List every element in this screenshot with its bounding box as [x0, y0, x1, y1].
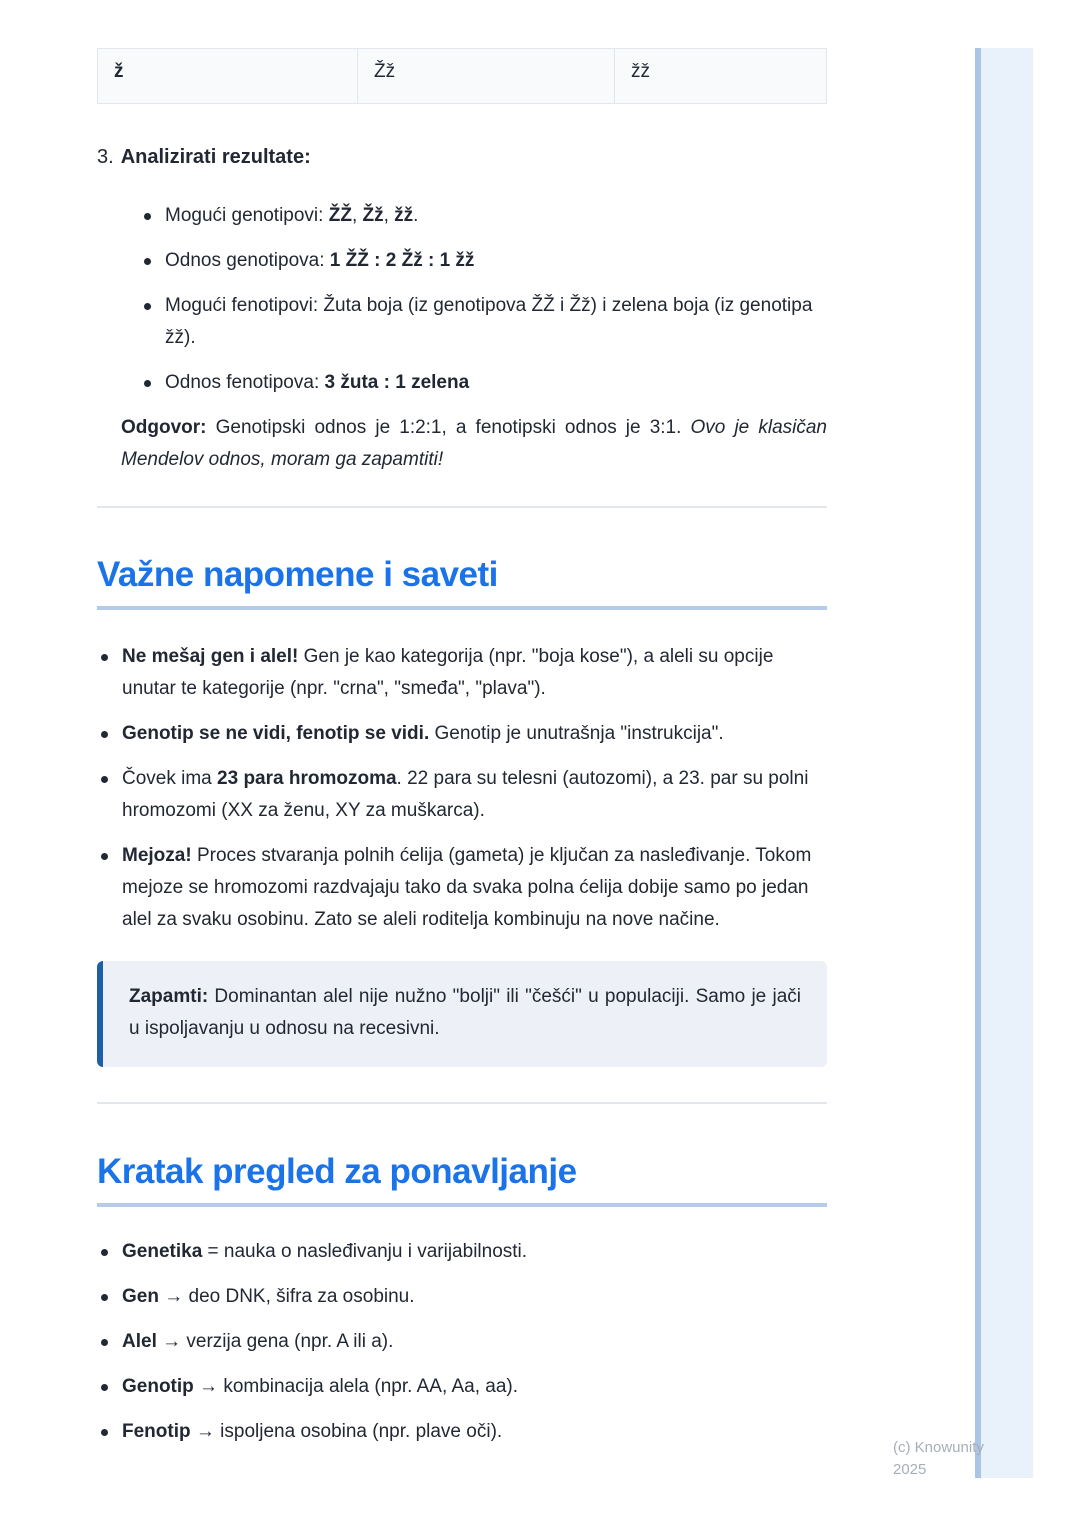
section-divider: [97, 506, 827, 508]
list-item: Mogući fenotipovi: Žuta boja (iz genotipova ŽŽ i Žž) i zelena boja (iz genotipa žž).: [137, 290, 827, 354]
section-divider: [97, 1102, 827, 1104]
answer-paragraph: Odgovor: Genotipski odnos je 1:2:1, a fenotipski odnos je 3:1. Ovo je klasičan Mendelov odnos, moram ga zapamtiti!: [121, 417, 827, 470]
results-list: [137, 200, 827, 399]
list-item: Alel → verzija gena (npr. A ili a).: [97, 1326, 827, 1358]
step-label: Analizirati rezultate:: [120, 146, 311, 168]
callout-text: Zapamti: Dominantan alel nije nužno "bolji" ili "češći" u populaciji. Samo je jači u ispoljavanju u odnosu na recesivni.: [129, 986, 801, 1039]
numbered-step: [97, 145, 827, 169]
table-cell: ž: [98, 49, 358, 104]
step-number: 3.: [97, 146, 114, 168]
table-cell: Žž: [358, 49, 615, 104]
section-title-notes: Važne napomene i saveti: [97, 557, 827, 610]
notes-list: [97, 641, 827, 936]
list-item: Genotip se ne vidi, fenotip se vidi. Genotip je unutrašnja "instrukcija".: [97, 718, 827, 750]
list-item: Odnos fenotipova: 3 žuta : 1 zelena: [137, 367, 827, 399]
list-item: Mogući genotipovi: ŽŽ, Žž, žž.: [137, 200, 827, 232]
table-row: [98, 49, 827, 104]
list-item: Fenotip → ispoljena osobina (npr. plave oči).: [97, 1416, 827, 1448]
list-item: Gen → deo DNK, šifra za osobinu.: [97, 1281, 827, 1313]
list-item: Genetika = nauka o nasleđivanju i varijabilnosti.: [97, 1236, 827, 1268]
callout-zapamti: [97, 961, 827, 1067]
page-content: [97, 48, 827, 1461]
list-item: Ne mešaj gen i alel! Gen je kao kategorija (npr. "boja kose"), a aleli su opcije unutar te kategorije (npr. "crna", "smeđa", "plava").: [97, 641, 827, 705]
list-item: Genotip → kombinacija alela (npr. AA, Aa, aa).: [97, 1371, 827, 1403]
table-cell: žž: [615, 49, 827, 104]
section-title-review: Kratak pregled za ponavljanje: [97, 1154, 827, 1207]
review-list: [97, 1236, 827, 1448]
punnett-table-fragment: [97, 48, 827, 104]
page-edge-strip: [975, 48, 1033, 1478]
watermark: (c) Knowunity 2025: [893, 1439, 984, 1478]
list-item: Odnos genotipova: 1 ŽŽ : 2 Žž : 1 žž: [137, 245, 827, 277]
list-item: Mejoza! Proces stvaranja polnih ćelija (gameta) je ključan za nasleđivanje. Tokom mejoze se hromozomi razdvajaju tako da svaka polna ćelija dobije samo po jedan alel za svaku osobinu. Zato se aleli roditelja kombinuju na nove načine.: [97, 840, 827, 936]
list-item: Čovek ima 23 para hromozoma. 22 para su telesni (autozomi), a 23. par su polni hromozomi (XX za ženu, XY za muškarca).: [97, 763, 827, 827]
